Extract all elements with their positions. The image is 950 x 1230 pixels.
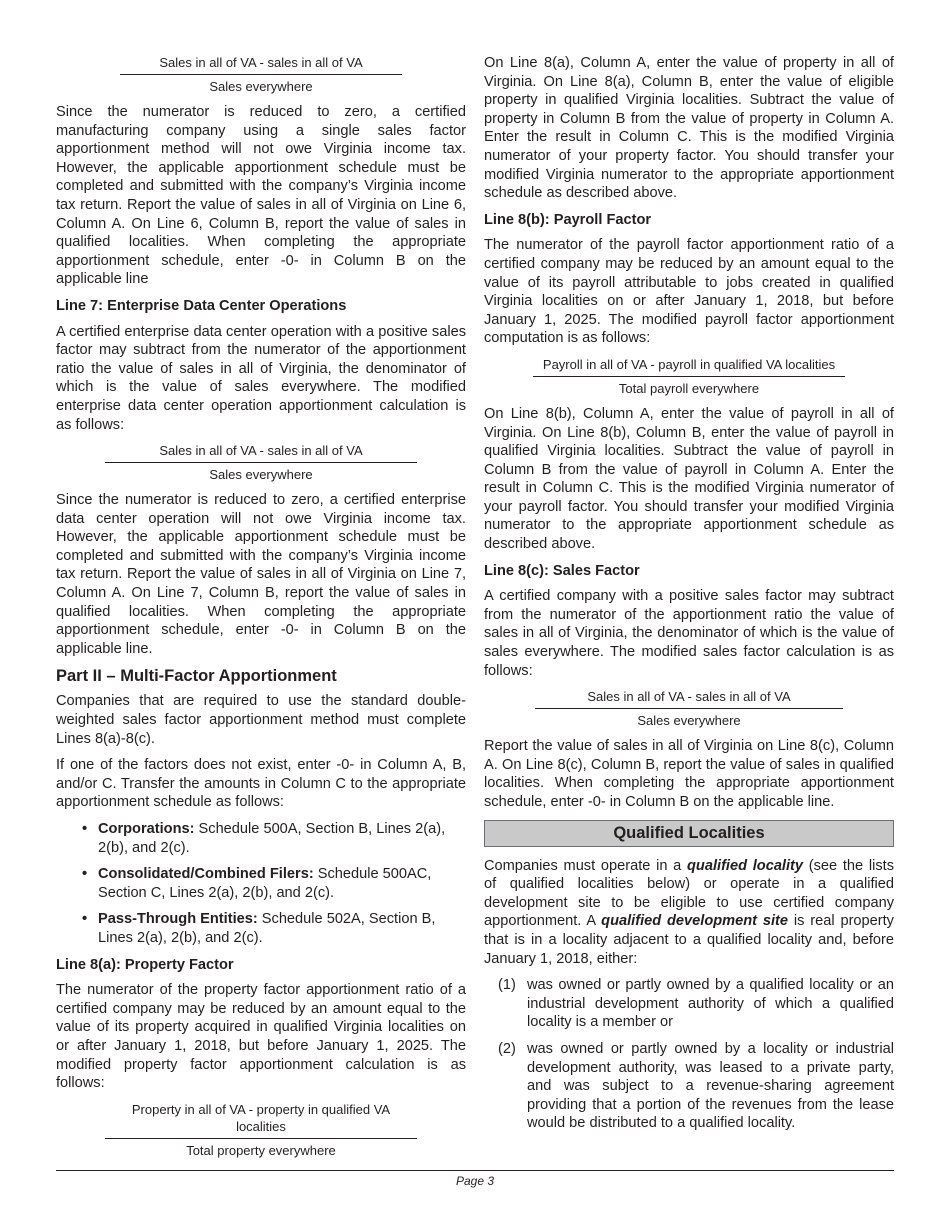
paragraph: On Line 8(b), Column A, enter the value of payroll in all of Virginia. On Line 8(b), Column B, enter the value of payroll in qualified Virginia localities. Subtract the value of payroll in Column B from the value of payroll in Column A. Enter the result in Column C. This is the modified Virginia numerator of your payroll factor. You should transfer your modified Virginia numerator to the appropriate apportionment schedule as described above. xyxy=(484,405,894,553)
left-column xyxy=(56,54,466,1167)
bullet-icon: • xyxy=(82,911,88,928)
list-item-label: Corporations: xyxy=(98,821,195,837)
fraction-numerator: Property in all of VA - property in qualified VA localities xyxy=(105,1101,417,1139)
list-marker: (2) xyxy=(498,1040,516,1057)
paragraph: Report the value of sales in all of Virginia on Line 8(c), Column A. On Line 8(c), Column B, report the value of sales in qualified localities. When completing the appropriate apportionment schedule, enter -0- in Column B on the applicable line. xyxy=(484,738,894,810)
list-item-text: was owned or partly owned by a locality or industrial development authority, was leased to a private party, and was subject to a revenue-sharing agreement providing that a portion of the revenues from the lease would be distributed to a qualified locality. xyxy=(527,1040,894,1132)
paragraph: The numerator of the payroll factor apportionment ratio of a certified company may be reduced by an amount equal to the value of its payroll attributable to jobs created in qualified Virginia localities on or after January 1, 2018, but before January 1, 2025. The modified payroll factor apportionment computation is as follows: xyxy=(484,237,894,347)
paragraph: Since the numerator is reduced to zero, a certified manufacturing company using a single sales factor apportionment method will not owe Virginia income tax. However, the applicable apportionment schedule must be completed and submitted with the company’s Virginia income tax return. Report the value of sales in all of Virginia on Line 6, Column A. On Line 6, Column B, report the value of sales in qualified localities. When completing the appropriate apportionment schedule, enter -0- in Column B on the applicable line xyxy=(56,104,466,288)
fraction-denominator: Sales everywhere xyxy=(209,79,313,94)
paragraph: Since the numerator is reduced to zero, a certified enterprise data center operation will not owe Virginia income tax. However, the applicable apportionment schedule must be completed and submitted with the company’s Virginia income tax return. Report the value of sales in all of Virginia on Line 7, Column A. On Line 7, Column B, report the value of sales in qualified localities. When completing the appropriate apportionment schedule, enter -0- in Column B on the applicable line. xyxy=(56,492,466,657)
heading-line-8b: Line 8(b): Payroll Factor xyxy=(484,211,652,228)
page-number: Page 3 xyxy=(455,1174,495,1188)
section-banner: Qualified Localities xyxy=(484,820,894,847)
list-item-label: Consolidated/Combined Filers: xyxy=(98,866,314,883)
fraction-numerator: Sales in all of VA - sales in all of VA xyxy=(105,442,417,463)
heading-line-8c: Line 8(c): Sales Factor xyxy=(484,562,640,579)
paragraph: On Line 8(a), Column A, enter the value of property in all of Virginia. On Line 8(a), Column B, enter the value of eligible property in qualified Virginia localities. Subtract the value of property in Column B from the value of property in Column A. Enter the result in Column C. This is the modified Virginia numerator of your property factor. You should transfer your modified Virginia numerator to the appropriate apportionment schedule as described above. xyxy=(484,55,894,202)
paragraph: If one of the factors does not exist, enter -0- in Column A, B, and/or C. Transfer the amounts in Column C to the appropriate apportionment schedule as follows: xyxy=(56,757,466,811)
fraction-denominator: Sales everywhere xyxy=(209,467,313,483)
term-qualified-development-site: qualified development site xyxy=(601,913,789,930)
list-item-label: Pass-Through Entities: xyxy=(98,911,258,928)
footer-divider xyxy=(56,1170,894,1171)
bullet-icon: • xyxy=(82,866,88,883)
heading-part-2: Part II – Multi-Factor Apportionment xyxy=(56,667,337,686)
heading-line-7: Line 7: Enterprise Data Center Operations xyxy=(56,297,347,314)
list-item xyxy=(82,865,466,902)
term-qualified-locality: qualified locality xyxy=(687,857,804,874)
fraction-denominator: Total payroll everywhere xyxy=(618,380,760,396)
list-item-text: Schedule 502A, Section B, Lines 2(a), 2(b), and 2(c). xyxy=(98,911,436,946)
fraction-denominator: Sales everywhere xyxy=(637,713,741,729)
paragraph: A certified company with a positive sales factor may subtract from the numerator of the apportionment ratio the value of sales in all of Virginia, the denominator of which is the value of sales everywhere. The modified sales factor calculation is as follows: xyxy=(484,588,894,679)
list-item-text: was owned or partly owned by a qualified locality or an industrial development authority of which a qualified locality is a member or xyxy=(527,977,894,1031)
property-fraction-formula xyxy=(56,1101,466,1159)
text-run: (see the lists of qualified localities below) or operate in a qualified development site to be eligible to use certified company apportionment. A xyxy=(484,857,894,930)
sales-fraction-formula xyxy=(56,442,466,483)
list-item xyxy=(498,976,894,1032)
conditions-list xyxy=(484,976,894,1133)
paragraph xyxy=(484,857,894,969)
fraction-denominator: Total property everywhere xyxy=(186,1142,336,1158)
text-run: Companies must operate in a xyxy=(484,857,688,874)
sales-fraction-formula xyxy=(56,54,466,95)
schedule-list xyxy=(56,820,466,948)
list-item-text: Schedule 500A, Section B, Lines 2(a), 2(b), and 2(c). xyxy=(98,821,446,856)
list-item xyxy=(498,1040,894,1133)
bullet-icon: • xyxy=(82,821,88,837)
right-column xyxy=(484,54,894,1141)
fraction-numerator: Payroll in all of VA - payroll in qualified VA localities xyxy=(533,356,845,377)
paragraph: The numerator of the property factor apportionment ratio of a certified company may be reduced by an amount equal to the value of its property acquired in qualified Virginia localities on or after January 1, 2018, but before January 1, 2025. The modified property factor apportionment calculation is as follows: xyxy=(56,982,466,1092)
paragraph: A certified enterprise data center operation with a positive sales factor may subtract from the numerator of the apportionment ratio the value of sales in all of Virginia, the denominator of which is the value of sales everywhere. The modified enterprise data center operation apportionment calculation is as follows: xyxy=(56,323,466,433)
list-item xyxy=(82,820,466,857)
payroll-fraction-formula xyxy=(484,356,894,397)
list-item-text: Schedule 500AC, Section C, Lines 2(a), 2(b), and 2(c). xyxy=(98,866,432,901)
paragraph: Companies that are required to use the standard double-weighted sales factor apportionment method must complete Lines 8(a)-8(c). xyxy=(56,693,466,747)
list-marker: (1) xyxy=(498,977,516,994)
sales-fraction-formula xyxy=(484,688,894,729)
fraction-numerator: Sales in all of VA - sales in all of VA xyxy=(535,688,843,709)
fraction-numerator: Sales in all of VA - sales in all of VA xyxy=(120,54,402,75)
heading-line-8a: Line 8(a): Property Factor xyxy=(56,956,234,973)
list-item xyxy=(82,910,466,947)
text-run: is real property that is in a locality adjacent to a qualified locality and, before January 1, 2018, either: xyxy=(484,913,894,967)
